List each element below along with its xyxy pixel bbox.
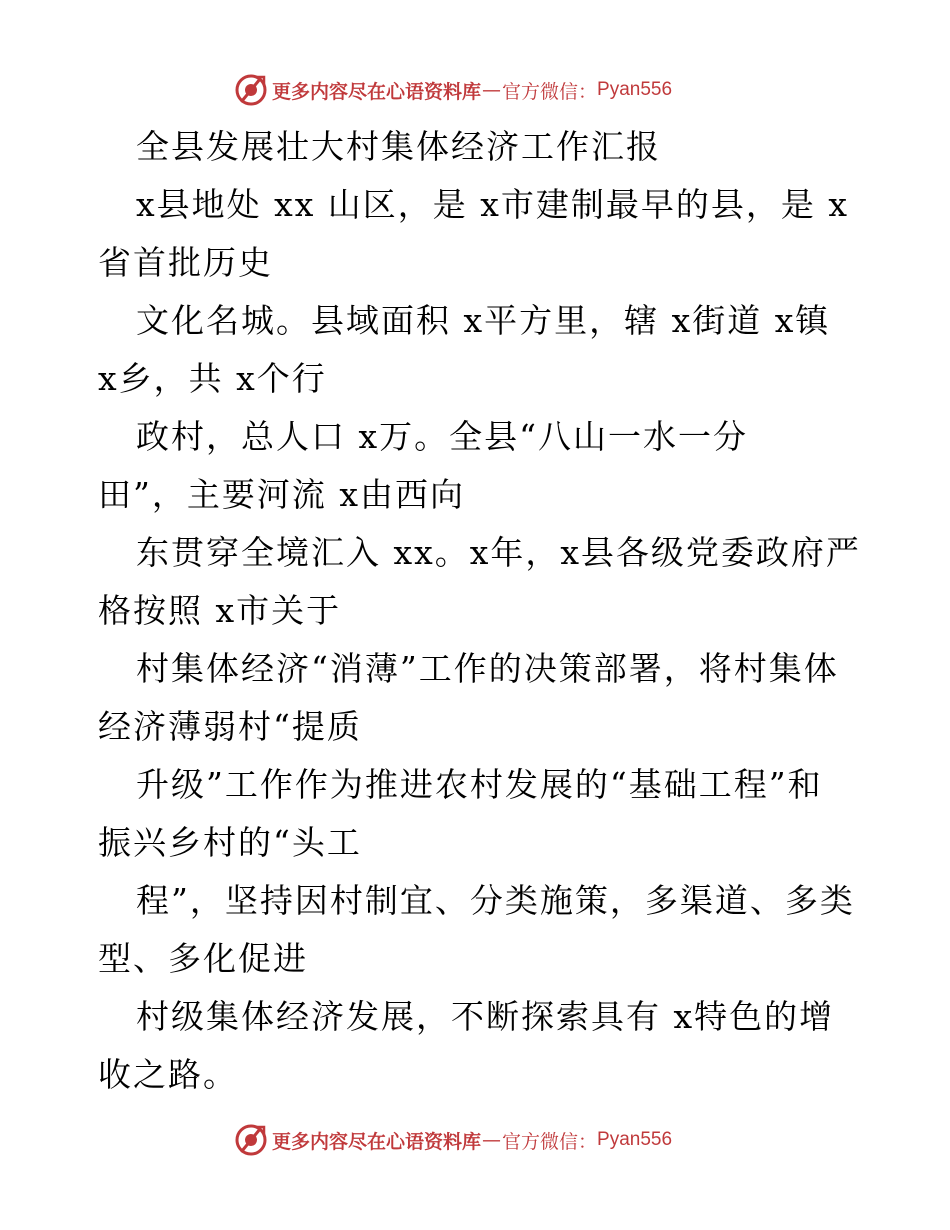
paragraph-line: 升级”工作作为推进农村发展的“基础工程”和: [136, 765, 823, 804]
logo-icon: [234, 73, 268, 107]
paragraph-line: 格按照 x市关于: [98, 591, 342, 630]
paragraph-line: 田”，主要河流 x由西向: [98, 475, 465, 514]
paragraph-line: 村级集体经济发展，不断探索具有 x特色的增: [136, 997, 835, 1036]
watermark-separator: —: [482, 79, 502, 101]
paragraph-line: 省首批历史: [98, 243, 273, 282]
paragraph-line: 振兴乡村的“头工: [98, 823, 362, 862]
paragraph-line: 政村，总人口 x万。全县“八山一水一分: [136, 417, 748, 456]
paragraph-line: 文化名城。县域面积 x平方里，辖 x街道 x镇: [136, 301, 831, 340]
paragraph-line: 程”，坚持因村制宜、分类施策，多渠道、多类: [136, 881, 855, 920]
document-body: [98, 118, 861, 1104]
footer-watermark: [234, 1122, 672, 1158]
paragraph-line: 经济薄弱村“提质: [98, 707, 362, 746]
watermark-contact-id: Pyan556: [597, 79, 673, 100]
paragraph-line: 东贯穿全境汇入 xx。x年，x县各级党委政府严: [136, 533, 861, 572]
document-title: 全县发展壮大村集体经济工作汇报: [136, 127, 661, 166]
watermark-title: 更多内容尽在心语资料库: [272, 80, 482, 103]
watermark-title: 更多内容尽在心语资料库: [272, 1130, 482, 1153]
watermark-separator: —: [482, 1129, 502, 1151]
watermark-contact-label: 官方微信：: [502, 80, 598, 103]
paragraph-line: x县地处 xx 山区，是 x市建制最早的县，是 x: [136, 185, 850, 224]
watermark-contact-id: Pyan556: [597, 1129, 673, 1150]
logo-icon: [234, 1123, 268, 1157]
header-watermark: [234, 72, 672, 108]
paragraph-line: 收之路。: [98, 1055, 238, 1094]
paragraph-line: 型、多化促进: [98, 939, 308, 978]
paragraph-line: x乡，共 x个行: [98, 359, 327, 398]
paragraph-line: 村集体经济“消薄”工作的决策部署，将村集体: [136, 649, 839, 688]
watermark-contact-label: 官方微信：: [502, 1130, 598, 1153]
